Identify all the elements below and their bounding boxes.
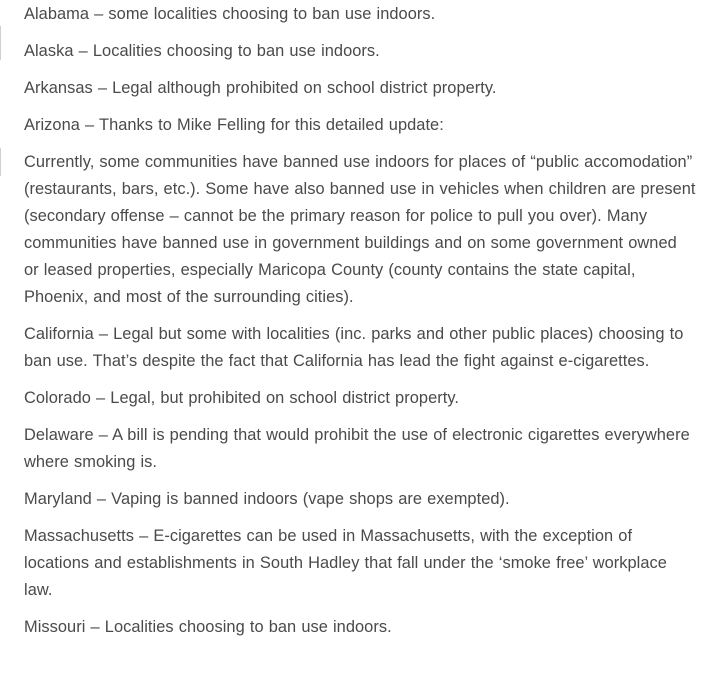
left-edge-divider (0, 148, 3, 176)
paragraph-arizona-detail: Currently, some communities have banned use indoors for places of “public accomodation” (restaurants, bars, etc.). Some have also banned use in vehicles when children are present (secondary offense – cannot be the primary reason for police to pull you over). Many communities have banned use in government buildings and on some government owned or leased properties, especially Maricopa County (county contains the state capital, Phoenix, and most of the surrounding cities). (24, 153, 696, 306)
paragraph-alaska: Alaska – Localities choosing to ban use indoors. (24, 42, 380, 60)
paragraph-colorado: Colorado – Legal, but prohibited on school district property. (24, 389, 459, 407)
paragraph-delaware: Delaware – A bill is pending that would prohibit the use of electronic cigarettes everywhere where smoking is. (24, 426, 690, 471)
paragraph-arkansas: Arkansas – Legal although prohibited on school district property. (24, 79, 497, 97)
paragraph-missouri: Missouri – Localities choosing to ban use indoors. (24, 618, 392, 636)
paragraph-massachusetts: Massachusetts – E-cigarettes can be used in Massachusetts, with the exception of locations and establishments in South Hadley that fall under the ‘smoke free’ workplace law. (24, 527, 667, 599)
paragraph-arizona: Arizona – Thanks to Mike Felling for this detailed update: (24, 116, 444, 134)
paragraph-maryland: Maryland – Vaping is banned indoors (vape shops are exempted). (24, 490, 510, 508)
left-edge-divider (0, 26, 3, 60)
paragraph-alabama: Alabama – some localities choosing to ban use indoors. (24, 5, 436, 23)
article-body (24, 0, 696, 651)
paragraph-california: California – Legal but some with localities (inc. parks and other public places) choosing to ban use. That’s despite the fact that California has lead the fight against e-cigarettes. (24, 325, 684, 370)
